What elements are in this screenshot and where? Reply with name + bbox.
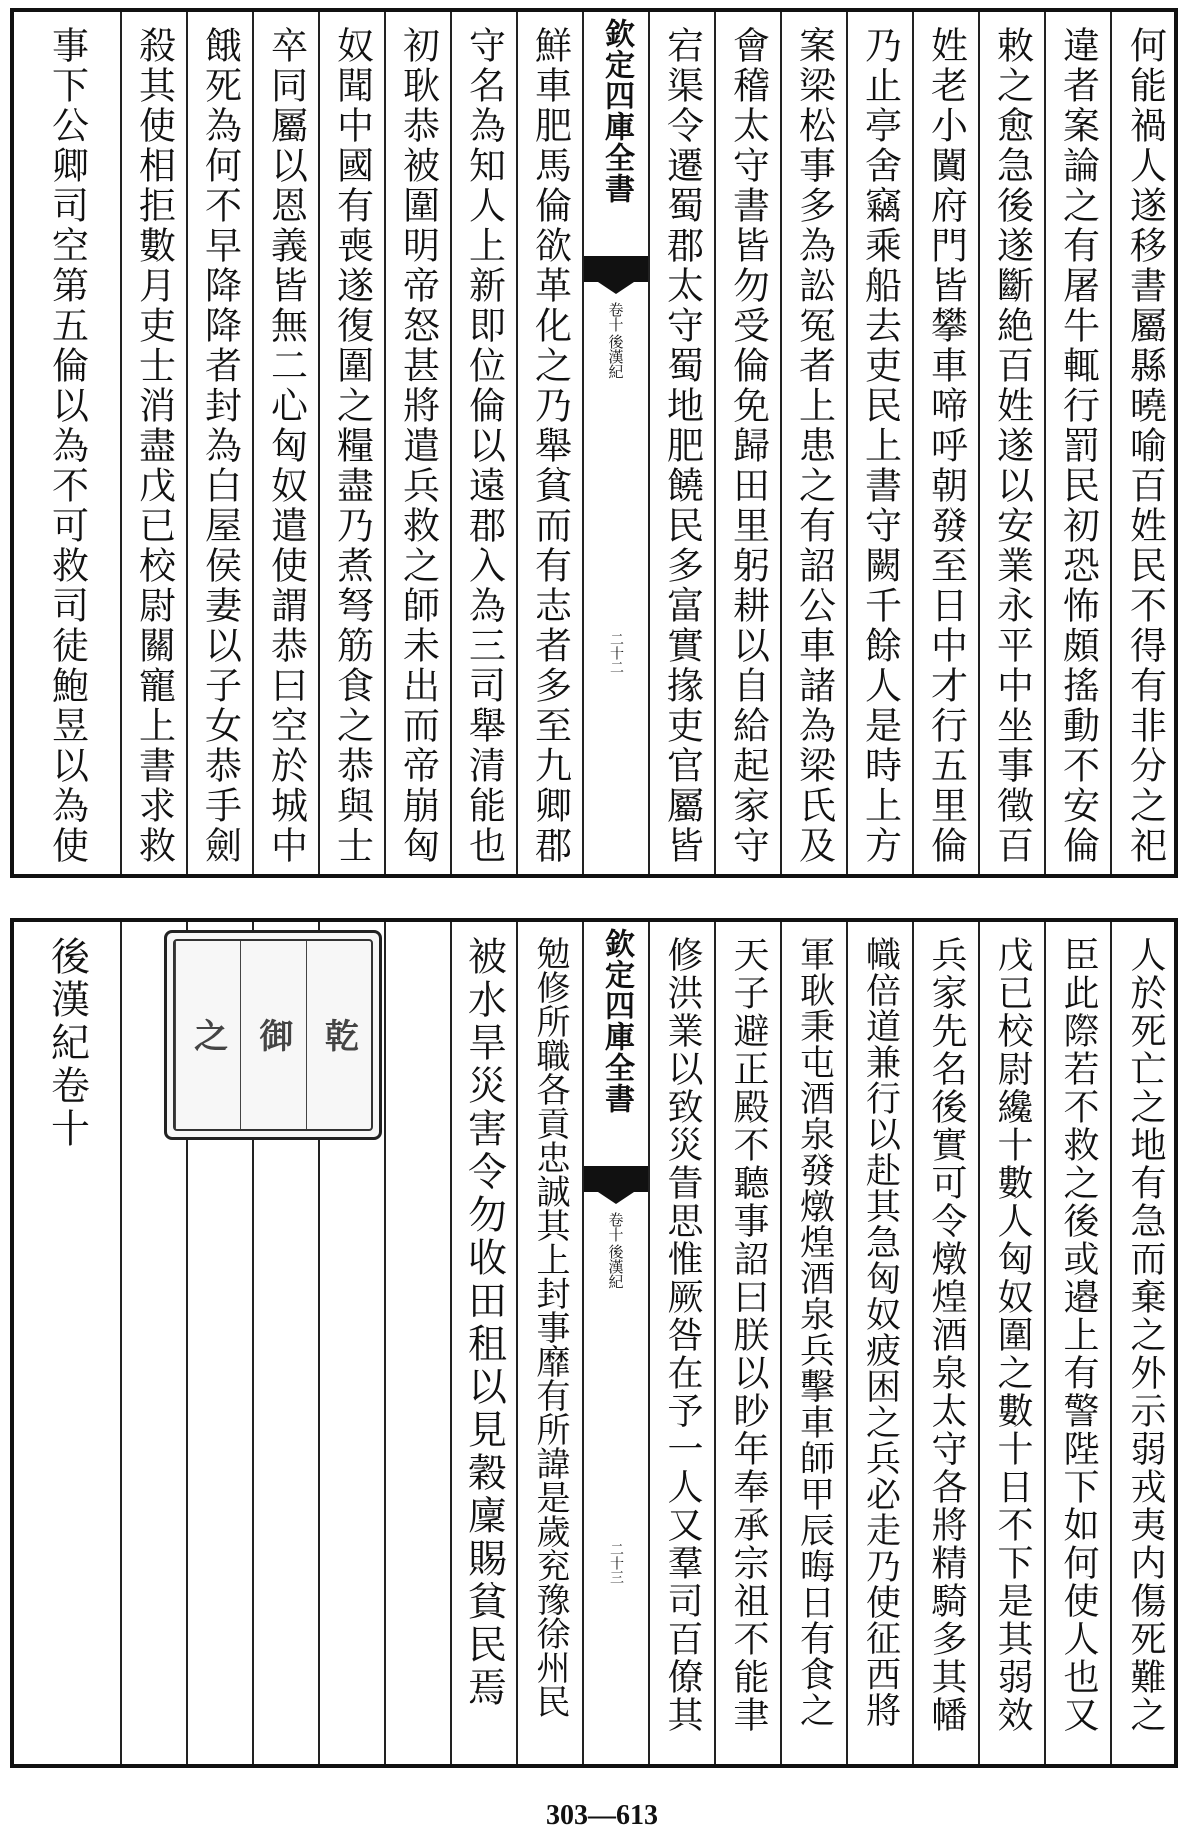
column-text: 事下公卿司空第五倫以為不可救司徒鮑昱以為使: [45, 26, 89, 866]
center-gutter: [582, 922, 648, 1764]
text-column: [714, 922, 780, 1764]
text-column: [846, 922, 912, 1764]
text-column: [978, 922, 1044, 1764]
column-text: 殺其使相拒數月吏士消盡戊已校尉關寵上書求救: [132, 26, 176, 866]
chapter-label: [606, 302, 627, 379]
column-text: 修洪業以致災眚思惟厥咎在予一人又羣司百僚其: [662, 936, 703, 1734]
chapter-label: [606, 1212, 627, 1289]
book-title: 欽定四庫全書: [599, 18, 634, 204]
book-title: 欽定四庫全書: [599, 928, 634, 1114]
page-code: 303—613: [546, 1800, 658, 1831]
text-column: [516, 12, 582, 874]
text-column: [912, 12, 978, 874]
text-column: [252, 12, 318, 874]
leaf-number: 二十三: [608, 1542, 624, 1584]
seal-glyph: 御: [240, 941, 305, 1129]
column-text: 幟倍道兼行以赴其急匈奴疲困之兵必走乃使征西將: [860, 936, 901, 1728]
text-column: [978, 12, 1044, 874]
volume-label: 卷十: [606, 302, 625, 332]
upper-page: [10, 8, 1178, 878]
text-column: [648, 12, 714, 874]
column-text: 天子避正殿不聽事詔曰朕以眇年奉承宗祖不能聿: [728, 936, 769, 1734]
text-column: [1044, 12, 1110, 874]
column-text: 餓死為何不早降降者封為白屋侯妻以子女恭手劍: [198, 26, 242, 866]
column-text: 姓老小闐府門皆攀車啼呼朝發至日中才行五里倫: [924, 26, 968, 866]
text-column: [912, 922, 978, 1764]
text-column: [186, 12, 252, 874]
text-column: [384, 12, 450, 874]
center-gutter: [582, 12, 648, 874]
column-text: 臣此際若不救之後或邉上有警陛下如何使人也又: [1058, 936, 1099, 1734]
text-column: [14, 12, 120, 874]
column-text: 敕之愈急後遂斷絶百姓遂以安業永平中坐事徵百: [990, 26, 1034, 866]
column-text: 鮮車肥馬倫欲革化之乃舉貧而有志者多至九卿郡: [528, 26, 572, 866]
volume-label: 卷十: [606, 1212, 625, 1242]
text-column: [516, 922, 582, 1764]
text-column: [648, 922, 714, 1764]
column-text: 守名為知人上新即位倫以遠郡入為三司舉清能也: [462, 26, 506, 866]
imperial-seal-stamp: [164, 930, 382, 1140]
text-column: [450, 12, 516, 874]
text-column: [1110, 922, 1178, 1764]
text-column: [780, 922, 846, 1764]
work-title: 後漢紀: [606, 1244, 625, 1289]
column-text: 宕渠令遷蜀郡太守蜀地肥饒民多富實掾吏官屬皆: [660, 26, 704, 866]
text-column: [780, 12, 846, 874]
column-text: 人於死亡之地有急而棄之外示弱戎夷内傷死難之: [1125, 936, 1166, 1734]
column-text: 會稽太守書皆勿受倫免歸田里躬耕以自給起家守: [726, 26, 770, 866]
leaf-number: 二十二: [608, 632, 624, 674]
text-column: [14, 922, 120, 1764]
column-text: 戊已校尉纔十數人匈奴圍之數十日不下是其弱效: [992, 936, 1033, 1734]
text-column: [846, 12, 912, 874]
column-text: 兵家先名後實可令燉煌酒泉太守各將精騎多其幡: [926, 936, 967, 1734]
fish-tail-mark: [584, 256, 648, 282]
text-column: [120, 12, 186, 874]
column-text: 何能禍人遂移書屬縣曉喻百姓民不得有非分之祀: [1123, 26, 1167, 866]
lower-page: [10, 918, 1178, 1768]
text-column: [1044, 922, 1110, 1764]
blank-column: [384, 922, 450, 1764]
column-text: 被水旱災害令勿收田租以見穀廩賜貧民焉: [461, 936, 507, 1710]
text-column: [318, 12, 384, 874]
fish-tail-mark: [584, 1166, 648, 1192]
column-text: 軍耿秉屯酒泉發燉煌酒泉兵擊車師甲辰晦日有食之: [794, 936, 835, 1728]
column-text: 案梁松事多為訟冤者上患之有詔公車諸為梁氏及: [792, 26, 836, 866]
column-text: 初耿恭被圍明帝怒甚將遣兵救之師未出而帝崩匈: [396, 26, 440, 866]
column-text: 乃止亭舍竊乘船去吏民上書守闕千餘人是時上方: [858, 26, 902, 866]
end-of-volume-title: 後漢紀卷十: [44, 936, 90, 1151]
column-text: 奴聞中國有喪遂復圍之糧盡乃煮弩筋食之恭與士: [330, 26, 374, 866]
seal-glyph: 乾: [306, 941, 371, 1129]
work-title: 後漢紀: [606, 334, 625, 379]
column-text: 違者案論之有屠牛輒行罰民初恐怖頗搖動不安倫: [1056, 26, 1100, 866]
column-text: 勉修所職各貢忠誠其上封事靡有所諱是歲兖豫徐州民: [530, 936, 570, 1718]
column-text: 卒同屬以恩義皆無二心匈奴遣使謂恭曰空於城中: [264, 26, 308, 866]
seal-glyph: 之: [175, 941, 240, 1129]
text-column: [450, 922, 516, 1764]
text-column: [714, 12, 780, 874]
text-column: [1110, 12, 1178, 874]
